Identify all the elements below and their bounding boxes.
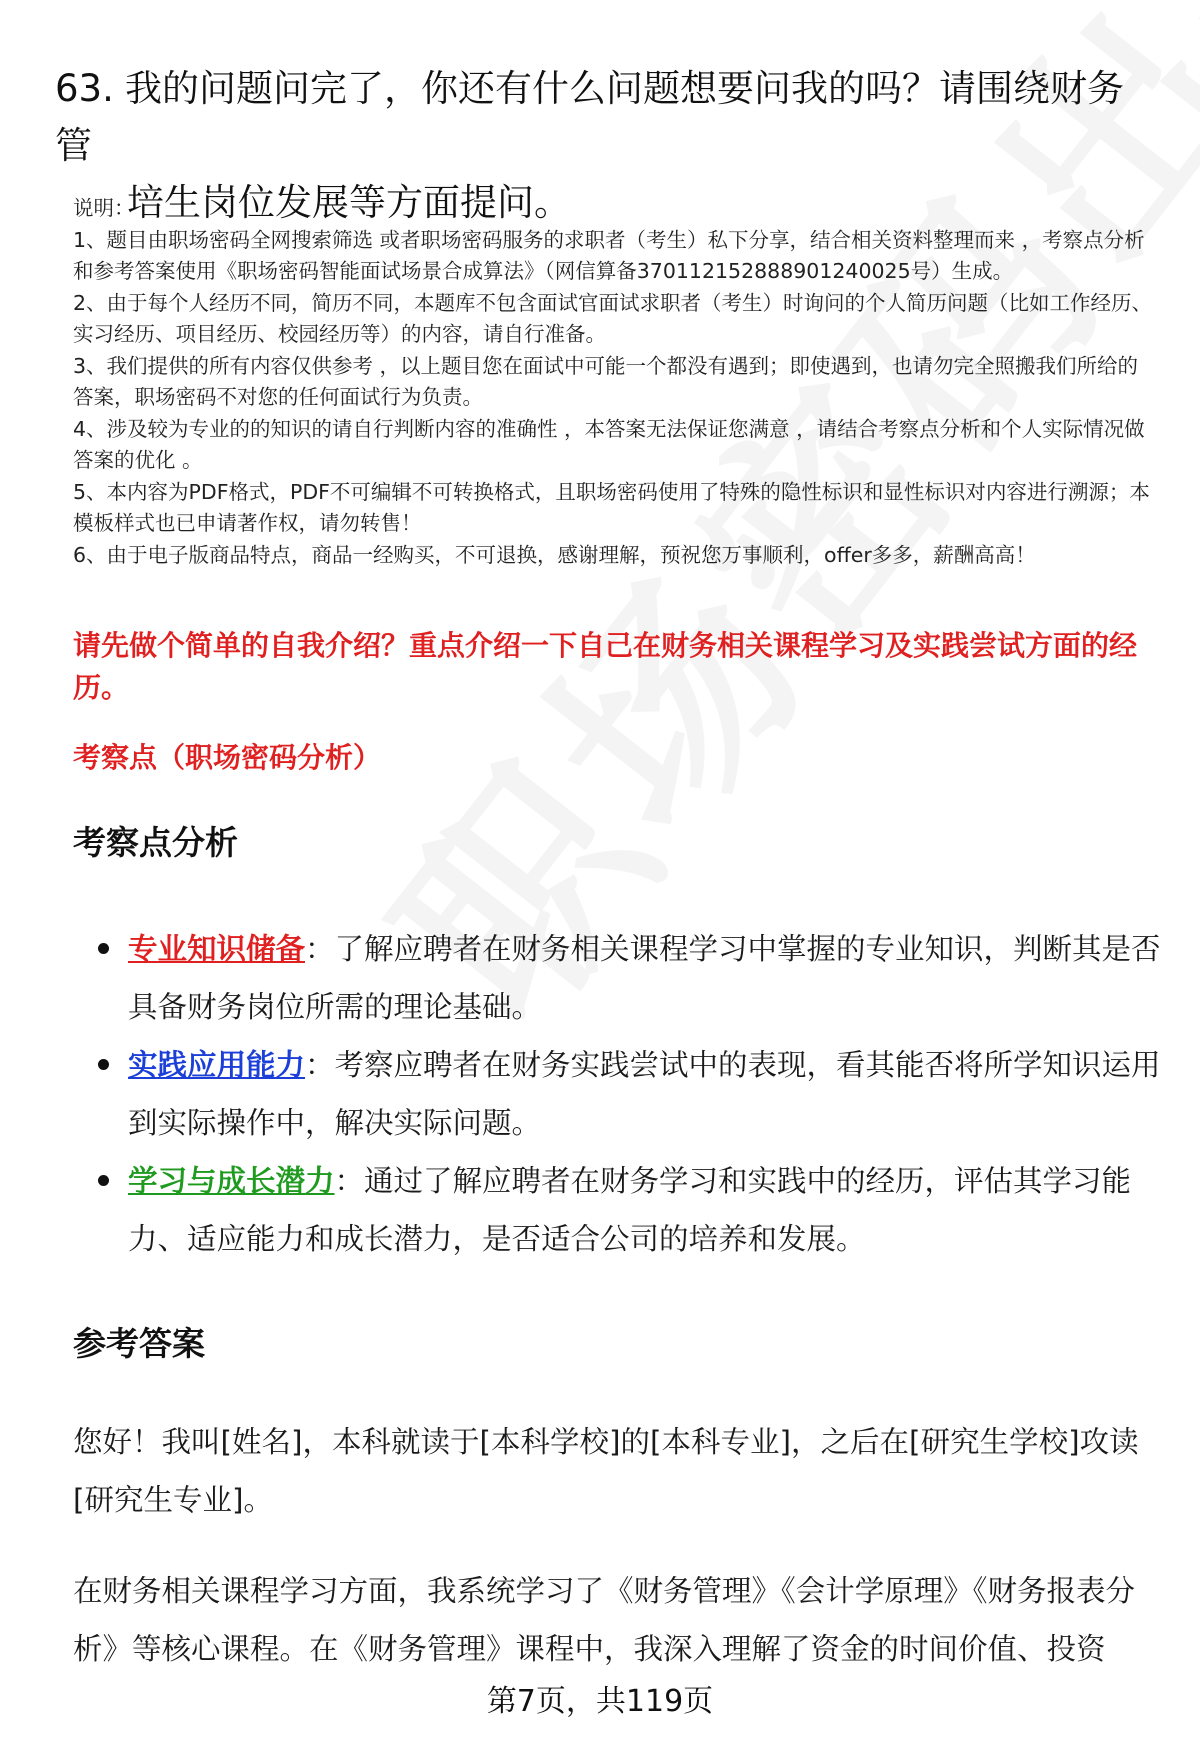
analysis-keyword: 实践应用能力 — [128, 1048, 306, 1082]
analysis-heading: 考察点分析 — [73, 823, 238, 862]
bullet-dot-icon — [98, 1175, 109, 1186]
answer-paragraph: 您好！我叫[姓名]，本科就读于[本科学校]的[本科专业]，之后在[研究生学校]攻读[研究生专业]。 — [73, 1425, 1139, 1517]
bullet-dot-icon — [98, 943, 109, 954]
note-item: 6、由于电子版商品特点，商品一经购买，不可退换，感谢理解，预祝您万事顺利，offer多多，薪酬高高！ — [73, 542, 1036, 567]
note-item: 2、由于每个人经历不同，简历不同，本题库不包含面试官面试求职者（考生）时询问的个人简历问题（比如工作经历、实习经历、项目经历、校园经历等）的内容，请自行准备。 — [73, 290, 1153, 346]
analysis-text: ：了解应聘者在财务相关课程学习中掌握的专业知识，判断其是否具备财务岗位所需的理论基础。 — [128, 932, 1161, 1024]
note-item: 5、本内容为PDF格式，PDF不可编辑不可转换格式，且职场密码使用了特殊的隐性标识和显性标识对内容进行溯源；本模板样式也已申请著作权，请勿转售！ — [73, 479, 1150, 535]
analysis-text: ：考察应聘者在财务实践尝试中的表现，看其能否将所学知识运用到实际操作中，解决实际问题。 — [128, 1048, 1161, 1140]
analysis-item — [73, 1036, 1163, 1152]
sub-question: 请先做个简单的自我介绍？重点介绍一下自己在财务相关课程学习及实践尝试方面的经历。 — [73, 629, 1138, 704]
note-item: 1、题目由职场密码全网搜索筛选 或者职场密码服务的求职者（考生）私下分享，结合相关资料整理而来 ，考察点分析和参考答案使用《职场密码智能面试场景合成算法》（网信算备370112152888901240025号）生成。 — [73, 227, 1145, 283]
analysis-label: 考察点（职场密码分析） — [73, 741, 382, 774]
note-item: 4、涉及较为专业的的知识的请自行判断内容的准确性 ，本答案无法保证您满意 ，请结合考察点分析和个人实际情况做答案的优化 。 — [73, 416, 1145, 472]
analysis-item — [73, 920, 1163, 1036]
bullet-dot-icon — [98, 1059, 109, 1070]
analysis-text: ：通过了解应聘者在财务学习和实践中的经历，评估其学习能力、适应能力和成长潜力，是否适合公司的培养和发展。 — [128, 1164, 1132, 1256]
question-line-1: 我的问题问完了，你还有什么问题想要问我的吗？请围绕财务管 — [55, 67, 1124, 167]
analysis-list — [73, 920, 1163, 1268]
question-line-2: 培生岗位发展等方面提问。 — [127, 181, 571, 224]
analysis-keyword: 专业知识储备 — [128, 932, 306, 966]
notes-block — [73, 193, 1158, 571]
answer-paragraph: 在财务相关课程学习方面，我系统学习了《财务管理》《会计学原理》《财务报表分析》等核心课程。在《财务管理》课程中，我深入理解了资金的时间价值、投资 — [73, 1574, 1136, 1666]
answer-heading: 参考答案 — [73, 1324, 205, 1363]
question-number: 63. — [55, 67, 114, 110]
analysis-item — [73, 1152, 1163, 1268]
notes-heading: 说明： — [73, 196, 135, 220]
analysis-keyword: 学习与成长潜力 — [128, 1164, 335, 1198]
page-number: 第7页，共119页 — [486, 1684, 714, 1719]
note-item: 3、我们提供的所有内容仅供参考 ，以上题目您在面试中可能一个都没有遇到；即使遇到，也请勿完全照搬我们所给的答案，职场密码不对您的任何面试行为负责。 — [73, 353, 1139, 409]
